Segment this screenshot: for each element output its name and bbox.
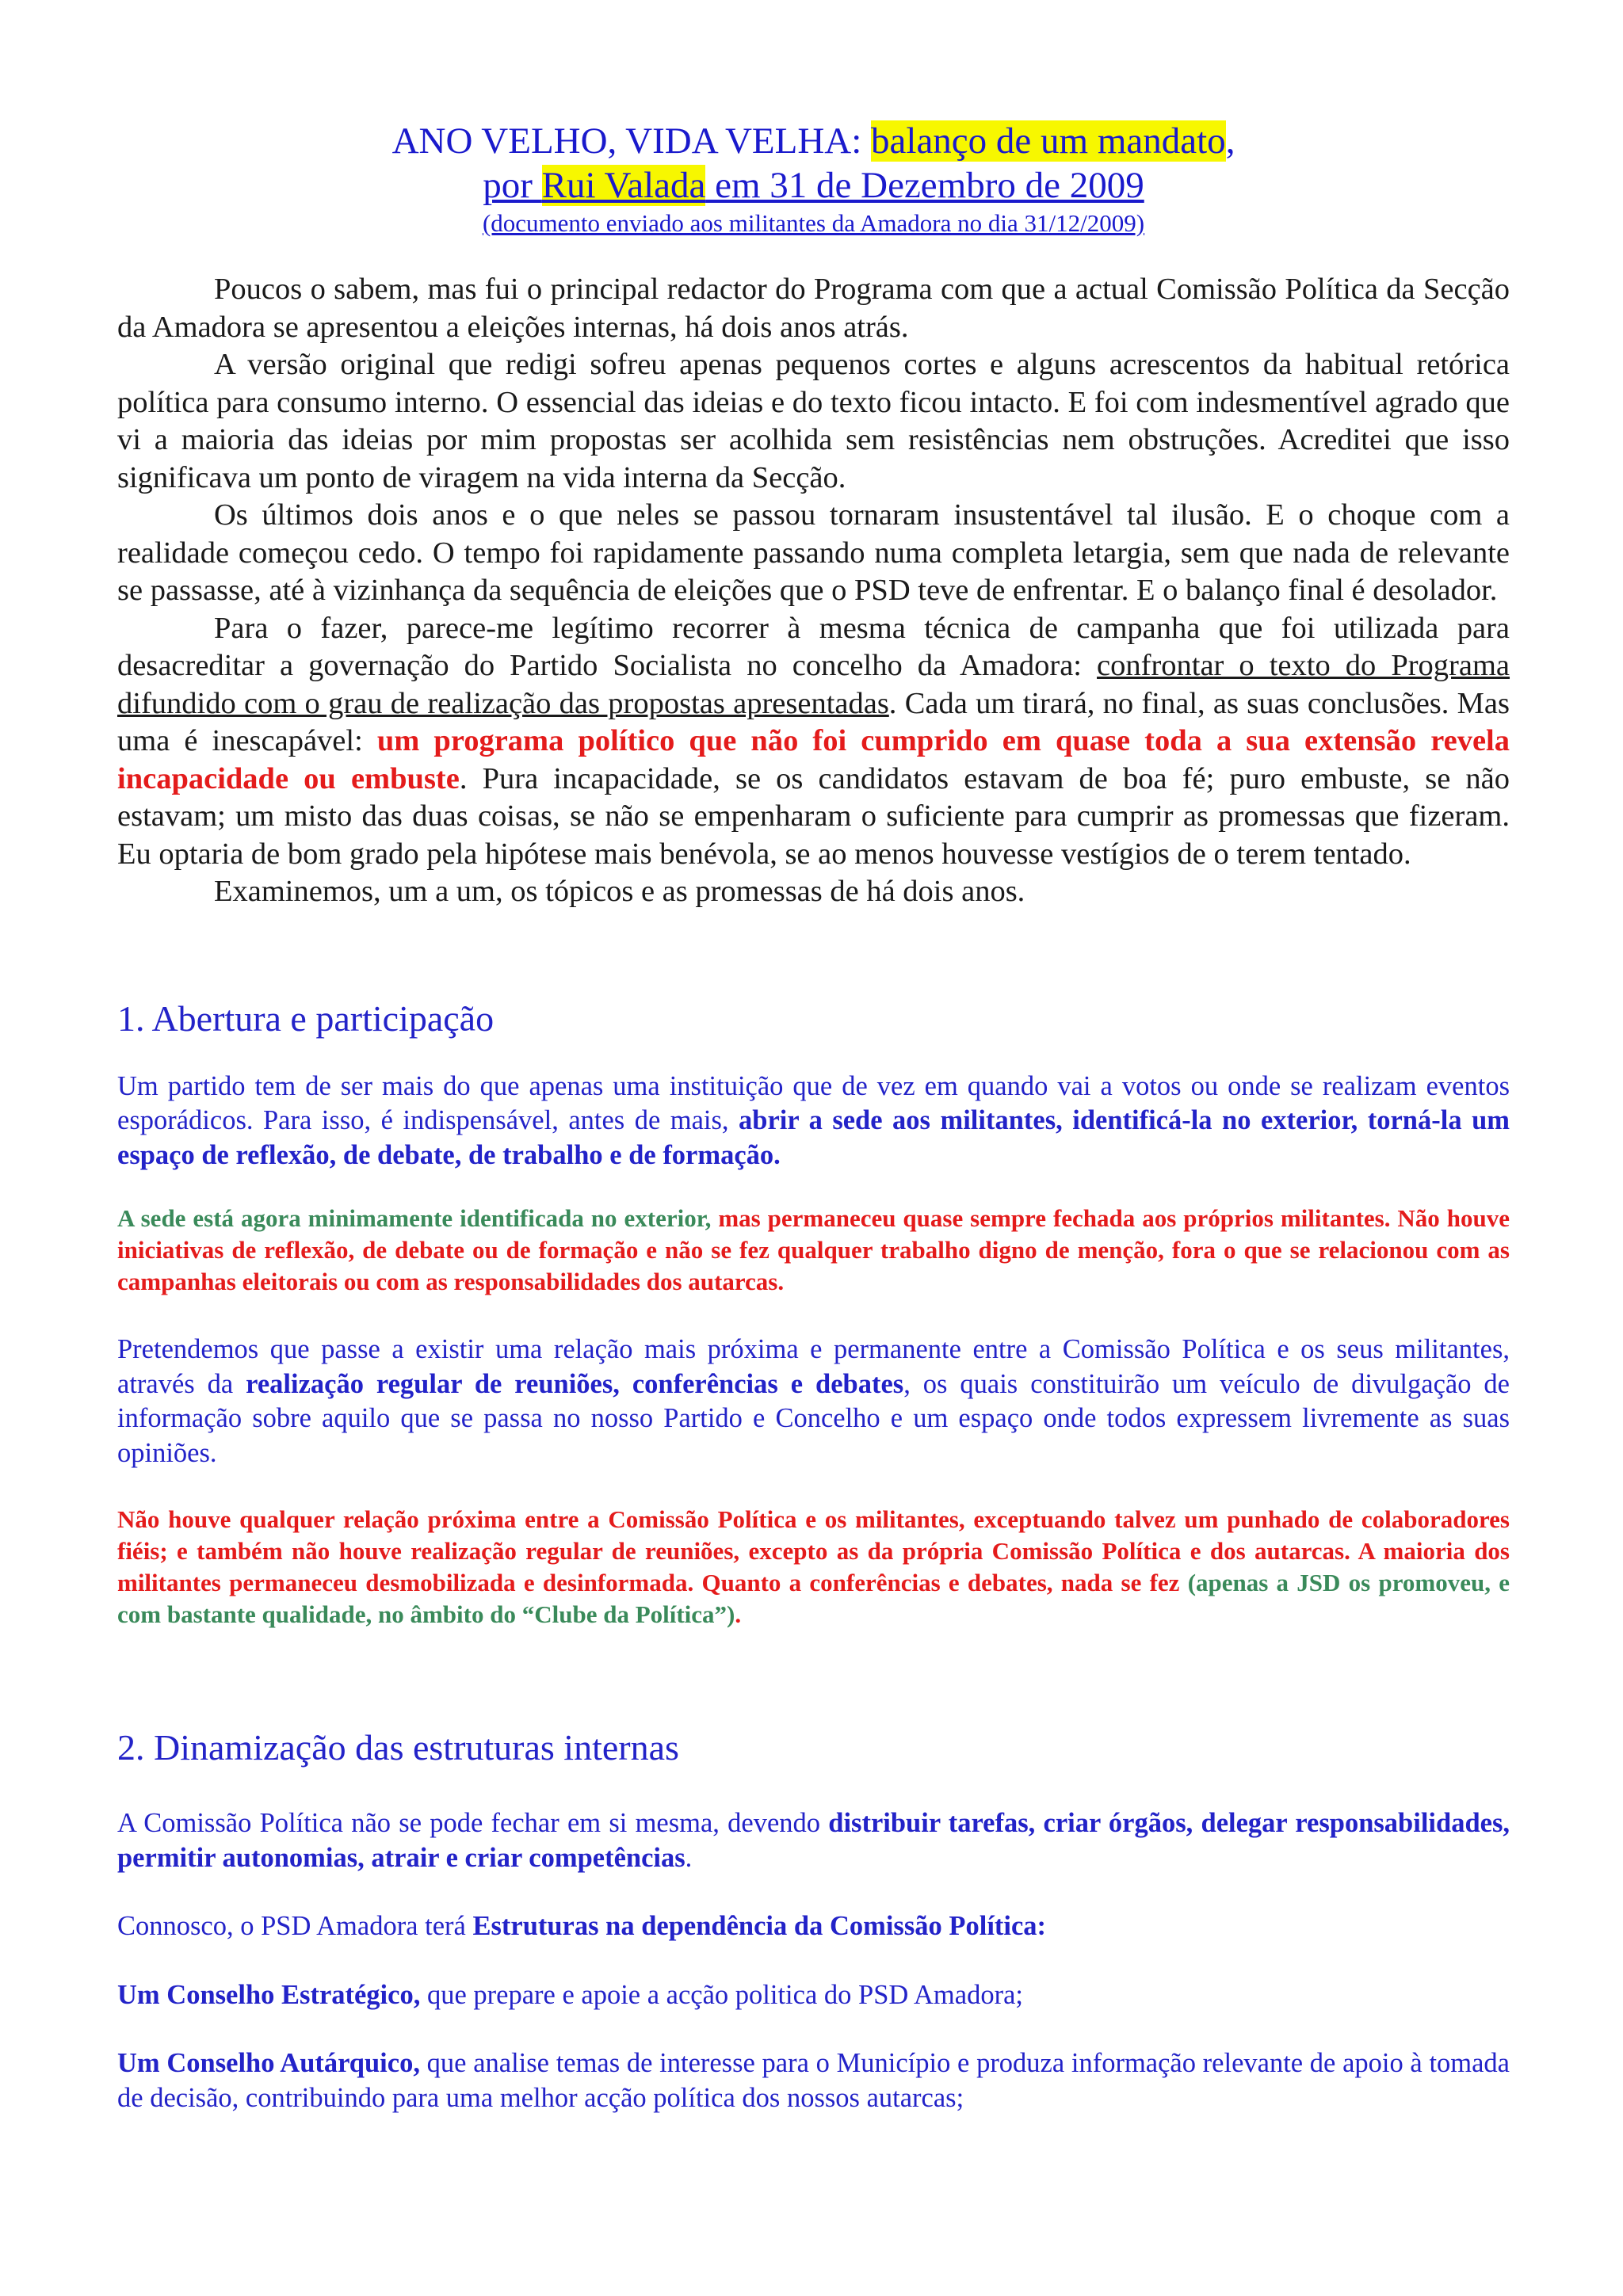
s1-prog2-bold: realização regular de reuniões, conferências e debates	[246, 1368, 904, 1399]
intro-p4-text-c: . Pura incapacidade, se os candidatos estavam de boa fé; puro embuste, se não estavam; um misto das duas coisas, se não se empenharam o suficiente para cumprir as promessas que fizeram. Eu optaria de bom grado pela hipótese mais benévola, se ao menos houvesse vestígios de o terem tentado.	[117, 761, 1510, 871]
s2-prog1-text-c: .	[685, 1842, 693, 1873]
title-suffix: ,	[1225, 120, 1235, 162]
intro-p4-text-b: . Cada um tirará, no final, as suas conclusões. Mas uma é inescapável:	[117, 686, 1510, 757]
section-1-evaluation-1	[117, 1203, 1510, 1298]
s1-prog1-text: Um partido tem de ser mais do que apenas uma instituição que de vez em quando vai a votos ou onde se realizam eventos esporádicos. Para isso, é indispensável, antes de mais,	[117, 1070, 1510, 1135]
s2-item2-bold: Um Conselho Autárquico,	[117, 2048, 420, 2078]
intro-p4-underlined: confrontar o texto do Programa difundido com o grau de realização das propostas apresentadas	[117, 649, 1510, 720]
s1-eval2-red: Não houve qualquer relação próxima entre a Comissão Política e os militantes, exceptuando talvez um punhado de colaboradores fiéis; e também não houve realização regular de reuniões, excepto as da própria Comissão Política e dos autarcas. A maioria dos militantes permaneceu desmobilizada e desinformada. Quanto a conferências e debates, nada se fez	[117, 1505, 1510, 1596]
intro-paragraph-2: A versão original que redigi sofreu apenas pequenos cortes e alguns acrescentos da habitual retórica política para consumo interno. O essencial das ideias e do texto ficou intacto. E foi com indesmentível agrado que vi a maioria das ideias por mim propostas ser acolhida sem resistências nem obstruções. Acreditei que isso significava um ponto de viragem na vida interna da Secção.	[117, 348, 1510, 494]
s1-eval1-green: A sede está agora minimamente identificada no exterior,	[117, 1204, 719, 1232]
section-2-heading: 2. Dinamização das estruturas internas	[117, 1727, 679, 1768]
s2-item1-bold: Um Conselho Estratégico,	[117, 1979, 421, 2010]
section-1-heading: 1. Abertura e participação	[117, 997, 495, 1039]
s2-prog2-text: Connosco, o PSD Amadora terá	[117, 1911, 473, 1941]
intro-paragraph-3: Os últimos dois anos e o que neles se passou tornaram insustentável tal ilusão. E o choque com a realidade começou cedo. O tempo foi rapidamente passando numa completa letargia, sem que nada de relevante se passasse, até à vizinhança da sequência de eleições que o PSD teve de enfrentar. E o balanço final é desolador.	[117, 498, 1510, 607]
document-content	[117, 119, 1510, 2115]
section-1-program-1	[117, 1070, 1510, 1173]
s2-prog2-bold: Estruturas na dependência da Comissão Política:	[472, 1911, 1047, 1941]
s1-prog1-bold: abrir a sede aos militantes, identificá-la no exterior, torná-la um espaço de reflexão, de debate, de trabalho e de formação.	[117, 1105, 1510, 1170]
s2-prog1-text-a: A Comissão Política não se pode fechar em si mesma, devendo	[117, 1808, 829, 1838]
section-1-evaluation-2	[117, 1504, 1510, 1630]
section-1-program-2	[117, 1333, 1510, 1470]
intro-paragraph-4	[117, 610, 1510, 874]
section-2-program-1	[117, 1806, 1510, 1875]
s2-prog1-bold: distribuir tarefas, criar órgãos, delegar responsabilidades, permitir autonomias, atrair e criar competências	[117, 1808, 1510, 1873]
title-prefix: ANO VELHO, VIDA VELHA:	[391, 120, 872, 162]
s1-eval1-red: mas permaneceu quase sempre fechada aos próprios militantes. Não houve iniciativas de reflexão, de debate ou de formação e não se fez qualquer trabalho digno de menção, fora o que se relacionou com as campanhas eleitorais ou com as responsabilidades dos autarcas.	[117, 1204, 1510, 1295]
author-name: Rui Valada	[541, 165, 706, 206]
title-highlight: balanço de um mandato	[871, 120, 1226, 162]
s2-item2-text: que analise temas de interesse para o Município e produza informação relevante de apoio à tomada de decisão, contribuindo para uma melhor acção política dos nossos autarcas;	[117, 2048, 1510, 2113]
s1-eval2-green: (apenas a JSD os promoveu, e com bastante qualidade, no âmbito do “Clube da Política”)	[117, 1569, 1510, 1628]
document-subtitle: (documento enviado aos militantes da Amadora no dia 31/12/2009)	[482, 209, 1145, 237]
intro-paragraph-5: Examinemos, um a um, os tópicos e as promessas de há dois anos.	[214, 875, 1025, 908]
s1-prog2-text-c: , os quais constituirão um veículo de divulgação de informação sobre aquilo que se passa no nosso Partido e Concelho e um espaço onde todos expressem livremente as suas opiniões.	[117, 1368, 1510, 1468]
s2-item1-text: que prepare e apoie a acção politica do PSD Amadora;	[420, 1979, 1023, 2010]
by-prefix: por	[483, 165, 542, 206]
s1-prog2-text-a: Pretendemos que passe a existir uma relação mais próxima e permanente entre a Comissão Política e os seus militantes, através da	[117, 1334, 1510, 1399]
intro-p4-text-a: Para o fazer, parece-me legítimo recorrer à mesma técnica de campanha que foi utilizada para desacreditar a governação do Partido Socialista no concelho da Amadora:	[117, 611, 1510, 682]
intro-p4-emphasis: um programa político que não foi cumprido em quase toda a sua extensão revela incapacidade ou embuste	[117, 724, 1510, 795]
date-text: em 31 de Dezembro de 2009	[705, 165, 1144, 206]
s1-eval2-end: .	[735, 1600, 742, 1628]
intro-section	[117, 271, 1510, 911]
title-block	[117, 119, 1510, 239]
section-2-program-2	[117, 1909, 1510, 1944]
document-title	[117, 119, 1510, 163]
intro-paragraph-1: Poucos o sabem, mas fui o principal redactor do Programa com que a actual Comissão Política da Secção da Amadora se apresentou a eleições internas, há dois anos atrás.	[117, 273, 1510, 344]
author-line	[117, 163, 1510, 208]
section-2-item-1	[117, 1978, 1510, 2013]
section-2-item-2	[117, 2046, 1510, 2115]
